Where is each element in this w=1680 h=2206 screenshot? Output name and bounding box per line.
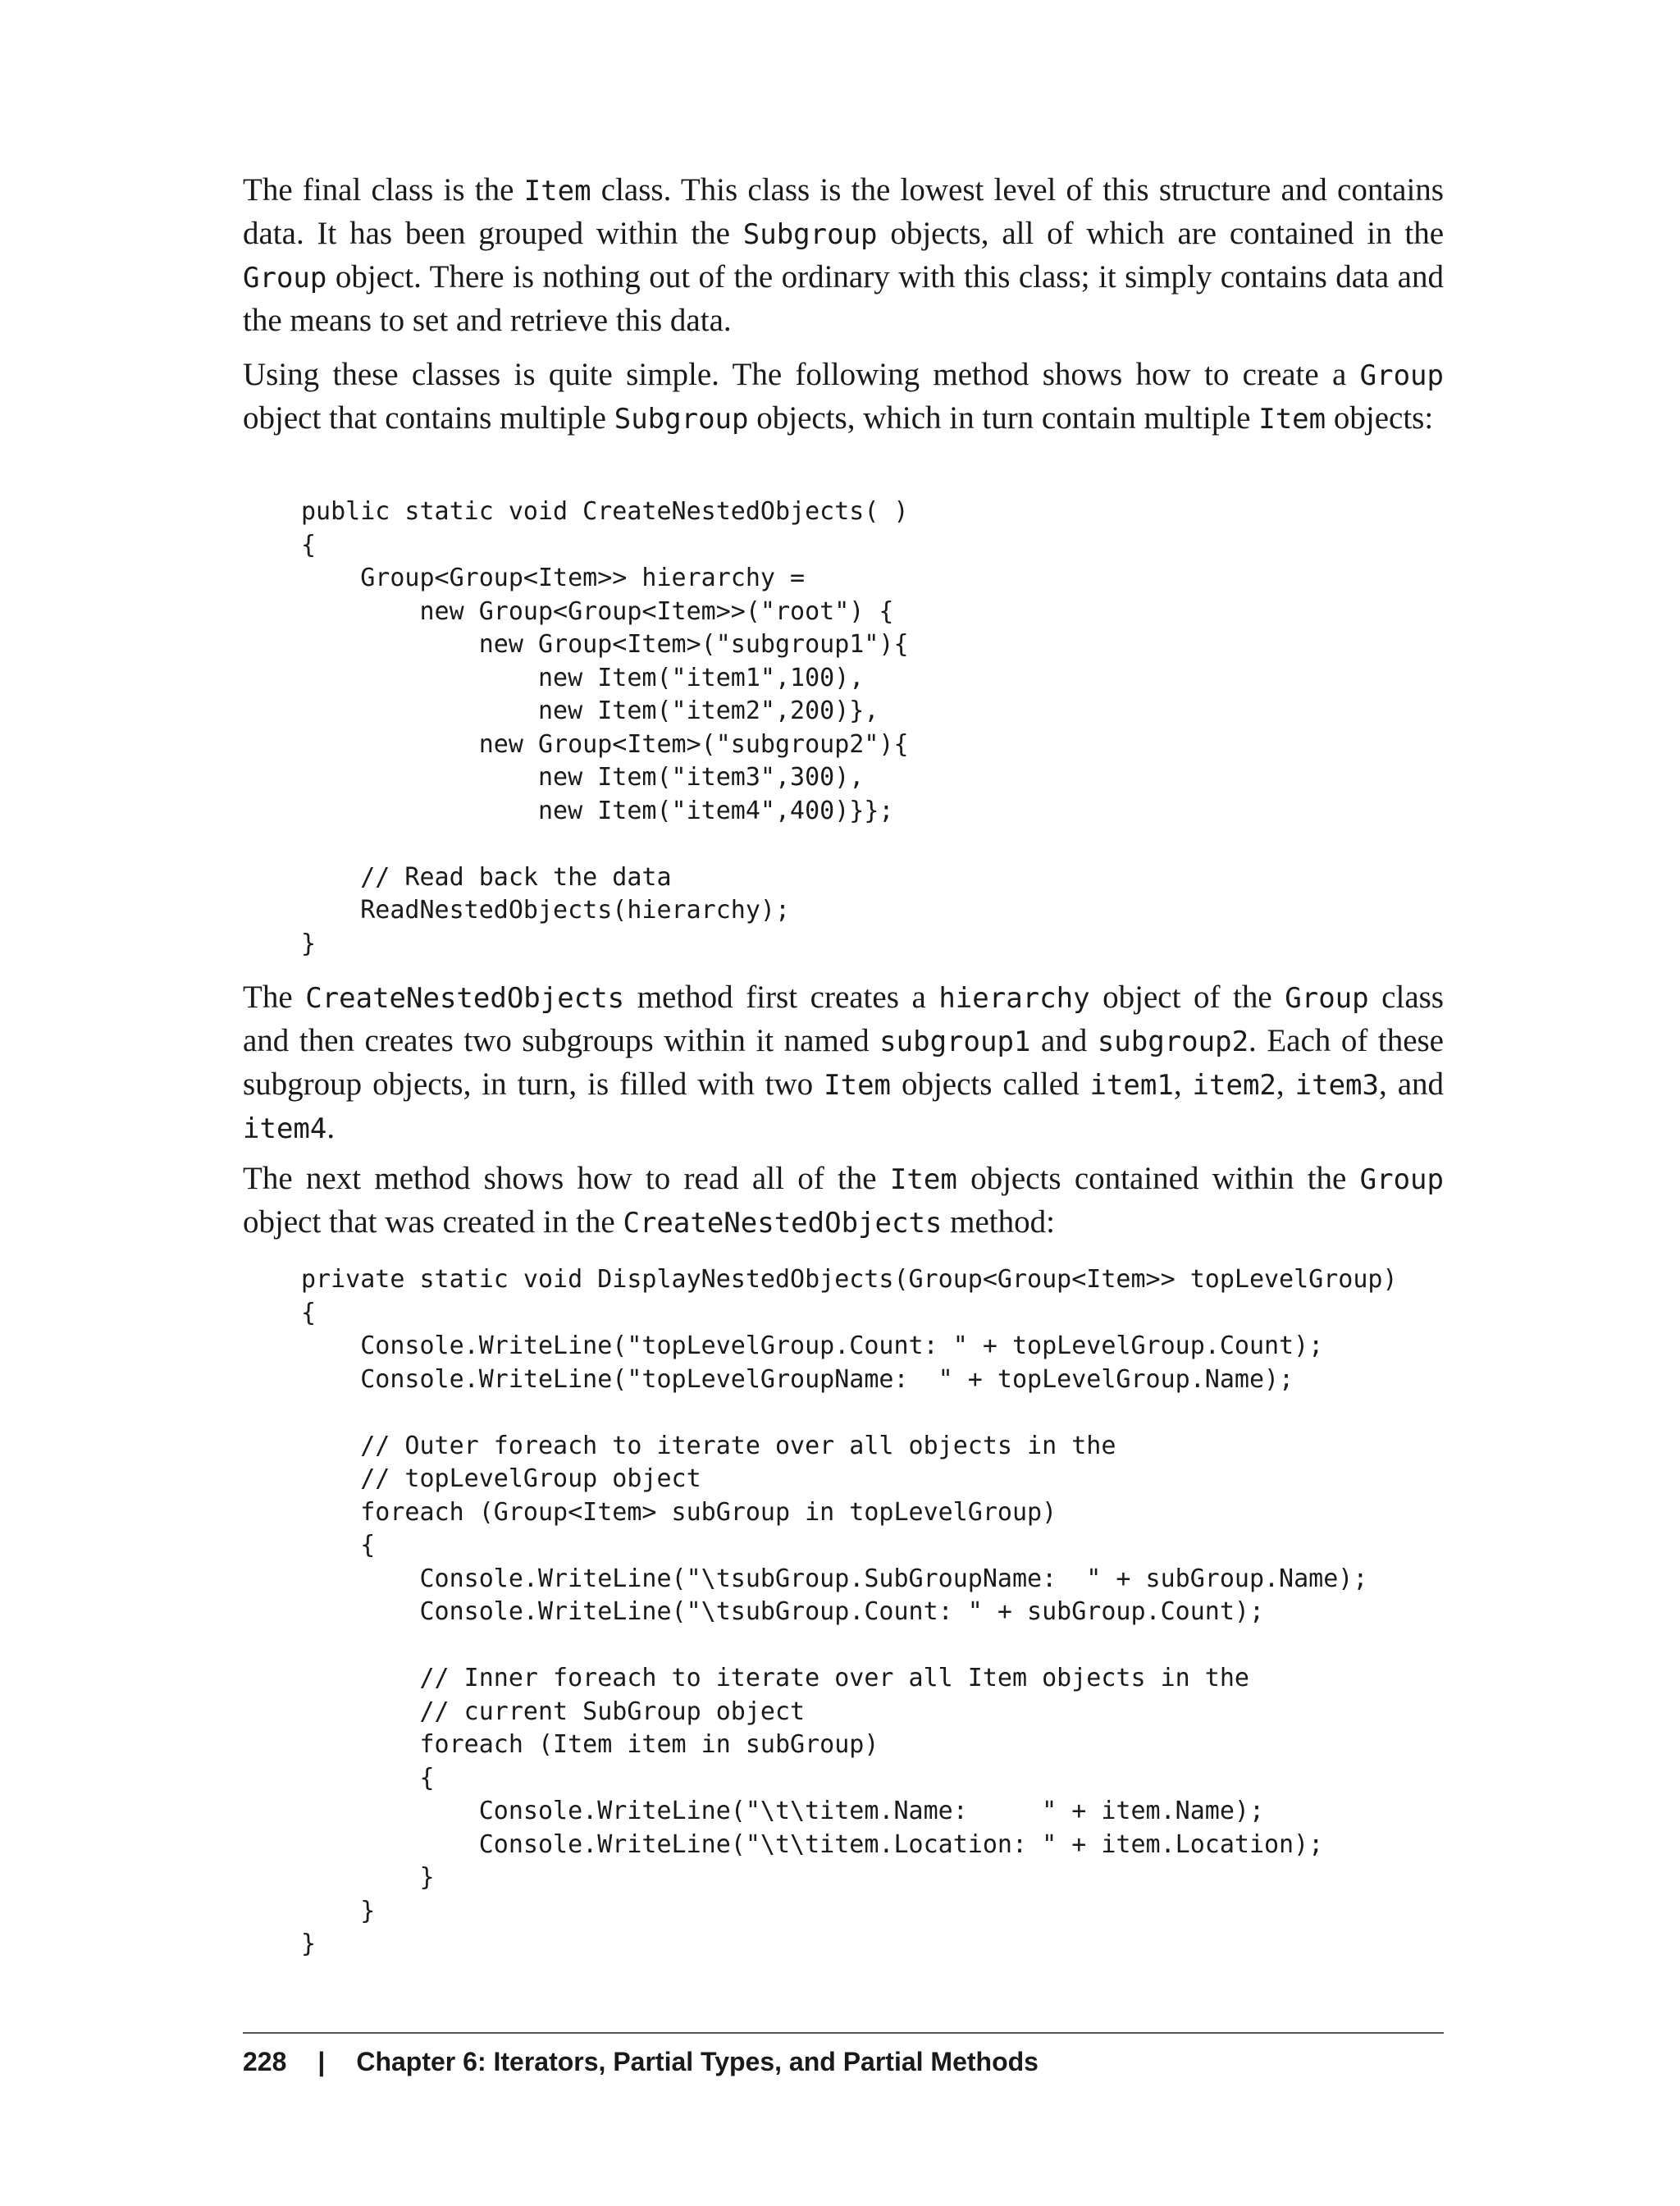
- page-footer: [243, 2045, 1039, 2078]
- text-run: object. There is nothing out of the ordinary with this class; it simply contains data and the means to set and retrieve this data.: [243, 259, 1444, 338]
- inline-code: Group: [1359, 1163, 1444, 1196]
- inline-code: Item: [889, 1163, 957, 1196]
- text-run: object that was created in the: [243, 1204, 623, 1240]
- text-run: .: [326, 1110, 336, 1145]
- text-run: and: [1030, 1023, 1098, 1058]
- inline-code: Group: [1359, 359, 1444, 392]
- text-run: , and: [1378, 1066, 1445, 1102]
- text-run: ,: [1173, 1066, 1193, 1102]
- inline-code: hierarchy: [938, 982, 1090, 1015]
- inline-code: item4: [243, 1112, 327, 1145]
- text-run: objects, all of which are contained in the: [877, 216, 1445, 251]
- inline-code: Item: [523, 175, 591, 208]
- text-run: objects contained within the: [956, 1161, 1360, 1196]
- inline-code: item2: [1192, 1069, 1276, 1102]
- text-run: objects, which in turn contain multiple: [748, 400, 1259, 436]
- footer-rule: [243, 2032, 1444, 2034]
- text-run: ,: [1276, 1066, 1295, 1102]
- inline-code: subgroup2: [1097, 1025, 1249, 1058]
- text-run: object that contains multiple: [243, 400, 614, 436]
- text-run: objects called: [891, 1066, 1090, 1102]
- paragraph-using-classes: [243, 354, 1444, 441]
- text-run: The: [243, 980, 306, 1015]
- text-run: The final class is the: [243, 172, 524, 208]
- inline-code: Group: [243, 262, 327, 295]
- code-create-nested-objects: public static void CreateNestedObjects( ) { Group<Group<Item>> hierarchy = new Group<Group<Item>>("root") { new Group<Item>("subgroup1"){ new Item("item1",100), new Item("item2",200)}, new Group<Item>("subgroup2"){ new Item("item3",300), new Item("item4",400)}}; // Read back the data ReadNestedObjects(hierarchy); }: [301, 497, 909, 958]
- text-run: . Each of these subgroup objects, in turn, is filled with two: [243, 1023, 1444, 1102]
- code-display-nested-objects: private static void DisplayNestedObjects(Group<Group<Item>> topLevelGroup) { Console.WriteLine("topLevelGroup.Count: " + topLevelGroup.Count); Console.WriteLine("topLevelGroupName: " + topLevelGroup.Name); // Outer foreach to iterate over all objects in the // topLevelGroup object foreach (Group<Item> subGroup in topLevelGroup) { Console.WriteLine("\tsubGroup.SubGroupName: " + subGroup.Name); Console.WriteLine("\tsubGroup.Count: " + subGroup.Count); // Inner foreach to iterate over all Item objects in the // current SubGroup object foreach (Item item in subGroup) { Console.WriteLine("\t\titem.Name: " + item.Name); Console.WriteLine("\t\titem.Location: " + item.Location); } } }: [301, 1265, 1398, 1958]
- text-run: The next method shows how to read all of the: [243, 1161, 890, 1196]
- inline-code: Item: [1258, 403, 1326, 436]
- inline-code: Subgroup: [614, 403, 749, 436]
- text-run: Using these classes is quite simple. The following method shows how to create a: [243, 357, 1360, 392]
- text-run: class and then creates two subgroups within it named: [243, 980, 1444, 1058]
- page-number: 228: [243, 2047, 287, 2076]
- text-run: class. This class is the lowest level of this structure and contains data. It has been grouped within the: [243, 172, 1444, 251]
- inline-code: Group: [1285, 982, 1369, 1015]
- text-run: method first creates a: [624, 980, 939, 1015]
- inline-code: item1: [1089, 1069, 1174, 1102]
- inline-code: CreateNestedObjects: [623, 1207, 943, 1240]
- text-run: objects:: [1326, 400, 1434, 436]
- inline-code: CreateNestedObjects: [305, 982, 625, 1015]
- inline-code: Item: [824, 1069, 892, 1102]
- text-run: object of the: [1089, 980, 1285, 1015]
- inline-code: subgroup1: [879, 1025, 1031, 1058]
- paragraph-next-method: [243, 1158, 1444, 1245]
- footer-separator: |: [317, 2047, 326, 2076]
- inline-code: item3: [1294, 1069, 1379, 1102]
- paragraph-create-nested-explanation: [243, 976, 1444, 1150]
- chapter-title: Chapter 6: Iterators, Partial Types, and Partial Methods: [356, 2047, 1039, 2076]
- text-run: method:: [942, 1204, 1055, 1240]
- inline-code: Subgroup: [742, 218, 878, 251]
- paragraph-item-class: [243, 169, 1444, 341]
